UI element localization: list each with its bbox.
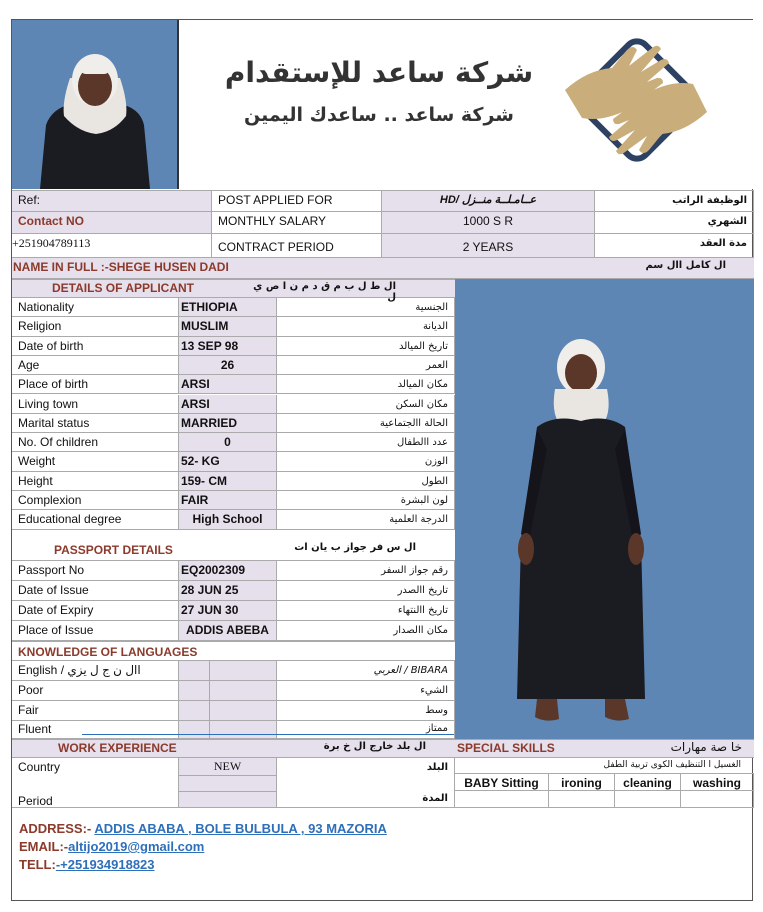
work-cell: [179, 776, 277, 792]
fair-label-ar: وسط: [277, 701, 455, 721]
detail-label-ar: الديانة: [277, 317, 455, 336]
detail-label-ar: لون البشرة: [277, 491, 455, 510]
period-label-ar: المدة: [422, 793, 448, 804]
detail-value: 0: [179, 433, 277, 452]
poor-label-ar: الشيء: [277, 681, 455, 701]
lang-cell: [179, 681, 210, 701]
passport-label-ar: رقم جواز السفر: [277, 561, 455, 581]
skill-item: BABY Sitting: [455, 773, 549, 791]
contact-label: Contact NO: [12, 212, 212, 234]
detail-label: No. Of children: [12, 433, 179, 452]
poor-label: Poor: [12, 681, 179, 701]
tell-label: TELL:: [19, 857, 56, 872]
lang-cell: [210, 701, 277, 721]
arabic-label: BIBARA / العربي: [277, 661, 455, 681]
detail-value: ARSI: [179, 395, 277, 414]
skill-cell: [681, 791, 754, 808]
contract-value: 2 YEARS: [382, 234, 595, 258]
applicant-photo-full: [455, 279, 754, 739]
applicant-photo-small: [12, 20, 179, 189]
detail-label: Weight: [12, 452, 179, 471]
detail-label-ar: مكان السكن: [277, 395, 455, 414]
detail-label: Marital status: [12, 414, 179, 433]
fluent-label-ar: ممتاز: [277, 721, 455, 739]
ref-label: Ref:: [12, 190, 212, 212]
passport-value: EQ2002309: [179, 561, 277, 581]
post-label: POST APPLIED FOR: [212, 190, 382, 212]
country-label-ar: البلد: [426, 762, 448, 773]
country-label: Country: [18, 760, 61, 774]
passport-label: Date of Expiry: [12, 601, 179, 621]
passport-value: ADDIS ABEBA: [179, 621, 277, 641]
person-figure-full: [455, 279, 754, 739]
company-tagline-ar: شركة ساعد .. ساعدك اليمين: [244, 104, 514, 126]
work-experience-heading-ar: ال بلد خارج ال خ برة: [323, 741, 426, 752]
passport-label: Place of Issue: [12, 621, 179, 641]
passport-label: Date of Issue: [12, 581, 179, 601]
person-figure-small: [12, 20, 179, 189]
period-label: Period: [18, 794, 53, 808]
special-skills-heading-en: SPECIAL SKILLS: [457, 741, 555, 755]
detail-label-ar: الحالة االجتماعية: [277, 414, 455, 433]
detail-value: MUSLIM: [179, 317, 277, 336]
passport-value: 28 JUN 25: [179, 581, 277, 601]
skill-cell: [615, 791, 681, 808]
contact-block: [19, 820, 387, 874]
detail-label: Age: [12, 356, 179, 375]
work-experience-heading-en: WORK EXPERIENCE: [58, 741, 177, 755]
applicant-details-heading-ar: ال ط ل ب م ق د م ن ا ص ي ل: [253, 281, 396, 303]
detail-label-ar: العمر: [277, 356, 455, 375]
address-value[interactable]: ADDIS ABABA , BOLE BULBULA , 93 MAZORIA: [94, 821, 387, 836]
post-value: HD/ عــامـلــة منــزل: [382, 190, 595, 212]
skill-item: cleaning: [615, 773, 681, 791]
country-value: NEW: [179, 758, 277, 776]
detail-value: FAIR: [179, 491, 277, 510]
passport-heading-ar: ال س فر جواز ب يان ات: [294, 542, 416, 553]
detail-value: 13 SEP 98: [179, 337, 277, 356]
detail-value: ARSI: [179, 375, 277, 394]
work-cell: [179, 792, 277, 808]
salary-label: MONTHLY SALARY: [212, 212, 382, 234]
work-labels: [12, 758, 179, 808]
post-label-ar: الوظيفة الراتب: [595, 190, 754, 212]
detail-value: 52- KG: [179, 452, 277, 471]
contract-label: CONTRACT PERIOD: [212, 234, 382, 258]
full-name-label-ar: ال كامل اال سم: [645, 260, 726, 271]
email-label: EMAIL:-: [19, 839, 69, 854]
email-link[interactable]: altijo2019@gmail.com: [68, 839, 205, 854]
lang-cell: [210, 721, 277, 739]
company-header: [179, 20, 754, 189]
contract-label-ar: مدة العقد: [595, 234, 754, 258]
skill-cell: [549, 791, 615, 808]
company-name-ar: شركة ساعد للإستقدام: [224, 56, 534, 89]
applicant-details-heading-en: DETAILS OF APPLICANT: [52, 281, 194, 295]
skill-cell: [455, 791, 549, 808]
detail-label-ar: تاريخ الميالد: [277, 337, 455, 356]
detail-value: ETHIOPIA: [179, 298, 277, 317]
work-labels-ar: [277, 758, 455, 808]
detail-label: Living town: [12, 395, 179, 414]
passport-label-ar: تاريخ االصدر: [277, 581, 455, 601]
detail-label: Place of birth: [12, 375, 179, 394]
lang-cell: [179, 701, 210, 721]
detail-label-ar: الجنسية: [277, 298, 455, 317]
salary-value: 1000 S R: [382, 212, 595, 234]
detail-value: High School: [179, 510, 277, 529]
address-label: ADDRESS:-: [19, 821, 92, 836]
languages-heading: KNOWLEDGE OF LANGUAGES: [12, 641, 455, 661]
full-name: NAME IN FULL :-SHEGE HUSEN DADI: [12, 258, 754, 279]
passport-heading-en: PASSPORT DETAILS: [54, 543, 173, 557]
company-logo-hands-icon: [557, 30, 717, 180]
fluent-label: Fluent: [12, 721, 179, 739]
detail-label-ar: الوزن: [277, 452, 455, 471]
passport-label: Passport No: [12, 561, 179, 581]
detail-value: MARRIED: [179, 414, 277, 433]
passport-label-ar: تاريخ االنتهاء: [277, 601, 455, 621]
skills-list-ar: الغسيل ا التنظيف الكوى تربية الطفل: [603, 760, 741, 770]
lang-cell: [210, 661, 277, 681]
detail-label-ar: مكان الميالد: [277, 375, 455, 394]
divider: [82, 734, 454, 735]
lang-cell: [179, 721, 210, 739]
detail-label: Religion: [12, 317, 179, 336]
detail-label: Date of birth: [12, 337, 179, 356]
detail-label-ar: الطول: [277, 472, 455, 491]
detail-label: Educational degree: [12, 510, 179, 529]
passport-value: 27 JUN 30: [179, 601, 277, 621]
detail-label-ar: عدد االطفال: [277, 433, 455, 452]
skill-item: ironing: [549, 773, 615, 791]
special-skills-heading-ar: خا صة مهارات: [670, 740, 742, 754]
detail-value: 159- CM: [179, 472, 277, 491]
detail-label-ar: الدرجة العلمية: [277, 510, 455, 529]
detail-value: 26: [179, 356, 277, 375]
salary-label-ar: الشهري: [595, 212, 754, 234]
detail-label: Height: [12, 472, 179, 491]
passport-label-ar: مكان االصدار: [277, 621, 455, 641]
fair-label: Fair: [12, 701, 179, 721]
lang-cell: [210, 681, 277, 701]
skill-item: washing: [681, 773, 754, 791]
lang-cell: [179, 661, 210, 681]
detail-label: Nationality: [12, 298, 179, 317]
contact-value: +251904789113: [12, 234, 212, 258]
english-label: English / اال ن ج ل يزي: [12, 661, 179, 681]
detail-label: Complexion: [12, 491, 179, 510]
tell-link[interactable]: -+251934918823: [55, 857, 155, 872]
cv-sheet: [11, 19, 753, 901]
